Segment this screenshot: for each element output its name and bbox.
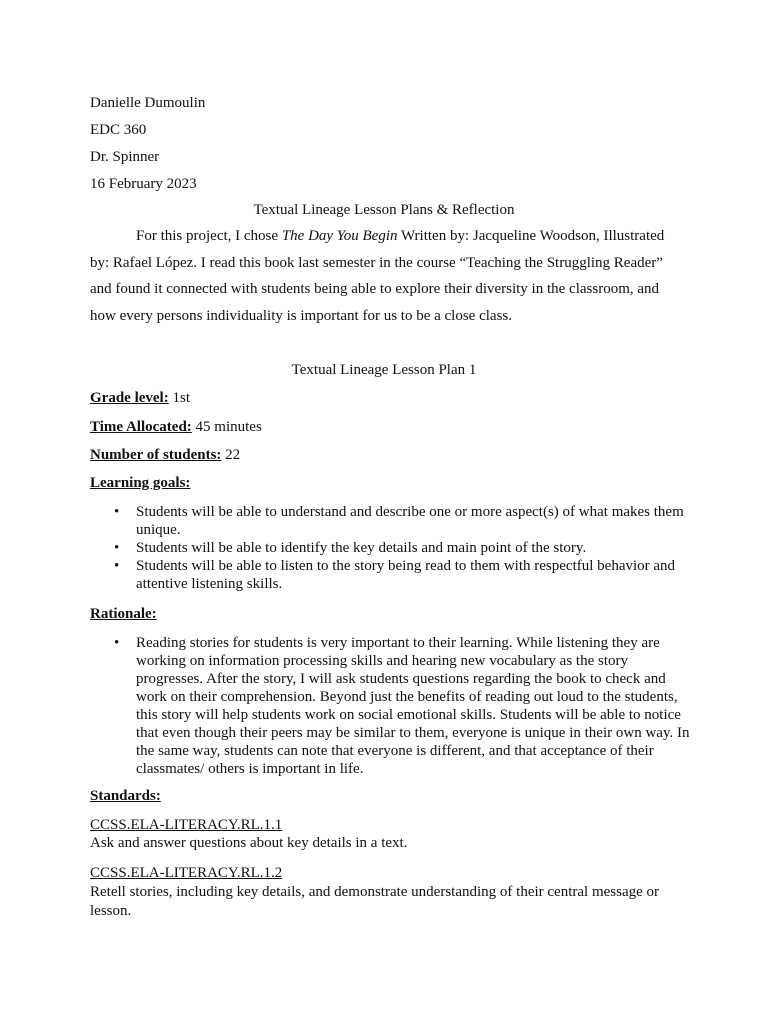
rationale-label: Rationale: bbox=[90, 606, 157, 622]
document-date: 16 February 2023 bbox=[90, 176, 197, 192]
standard-description: Ask and answer questions about key details in a text. bbox=[90, 835, 408, 851]
intro-paragraph bbox=[90, 223, 680, 330]
intro-lead: For this project, I chose bbox=[136, 228, 282, 244]
book-title: The Day You Begin bbox=[281, 228, 398, 244]
list-item: • Students will be able to identify the key details and main point of the story. bbox=[90, 539, 690, 557]
rationale-list bbox=[90, 634, 690, 778]
time-allocated-value: 45 minutes bbox=[191, 419, 262, 435]
standard-code: CCSS.ELA-LITERACY.RL.1.2 bbox=[90, 865, 283, 881]
standard-code: CCSS.ELA-LITERACY.RL.1.1 bbox=[90, 817, 283, 833]
grade-level-label: Grade level: bbox=[90, 390, 169, 406]
list-item: • Students will be able to understand and describe one or more aspect(s) of what makes them unique. bbox=[90, 503, 690, 539]
list-item: • Reading stories for students is very important to their learning. While listening they are working on information processing skills and hearing new vocabulary as the story progresses. After the story, I will ask students questions regarding the book to check and work on their comprehension. Beyond just the benefits of reading out loud to the students, this story will help students work on social emotional skills. Students will be able to notice that even though their peers may be similar to them, everyone is unique in their own way. In the same way, students can note that everyone is different, and that acceptance of their classmates/ others is important in life. bbox=[90, 634, 690, 778]
grade-level-value: 1st bbox=[168, 390, 190, 406]
time-allocated-field bbox=[90, 418, 262, 436]
author-name: Danielle Dumoulin bbox=[90, 95, 206, 111]
rationale-heading bbox=[90, 605, 157, 623]
number-of-students-field bbox=[90, 446, 240, 464]
instructor-name: Dr. Spinner bbox=[90, 149, 160, 165]
learning-goals-heading bbox=[90, 474, 190, 492]
learning-goals-list bbox=[90, 503, 690, 593]
lesson-plan-heading: Textual Lineage Lesson Plan 1 bbox=[291, 362, 477, 378]
number-of-students-label: Number of students: bbox=[90, 447, 222, 463]
grade-level-field bbox=[90, 389, 190, 407]
learning-goals-label: Learning goals: bbox=[90, 475, 191, 491]
number-of-students-value: 22 bbox=[221, 447, 241, 463]
time-allocated-label: Time Allocated: bbox=[90, 419, 192, 435]
document-title: Textual Lineage Lesson Plans & Reflection bbox=[253, 202, 515, 218]
standards-label: Standards: bbox=[90, 788, 161, 804]
standard-description: Retell stories, including key details, and demonstrate understanding of their central message or lesson. bbox=[90, 884, 660, 919]
list-item: • Students will be able to listen to the story being read to them with respectful behavior and attentive listening skills. bbox=[90, 557, 690, 593]
course-code: EDC 360 bbox=[90, 122, 147, 138]
intro-body: Written by: Jacqueline Woodson, Illustrated by: Rafael López. I read this book last semester in the course “Teaching the Struggling Reader” and found it connected with students being able to explore their diversity in the classroom, and how every persons individuality is important for us to be a close class. bbox=[90, 228, 665, 325]
standards-heading bbox=[90, 787, 161, 805]
